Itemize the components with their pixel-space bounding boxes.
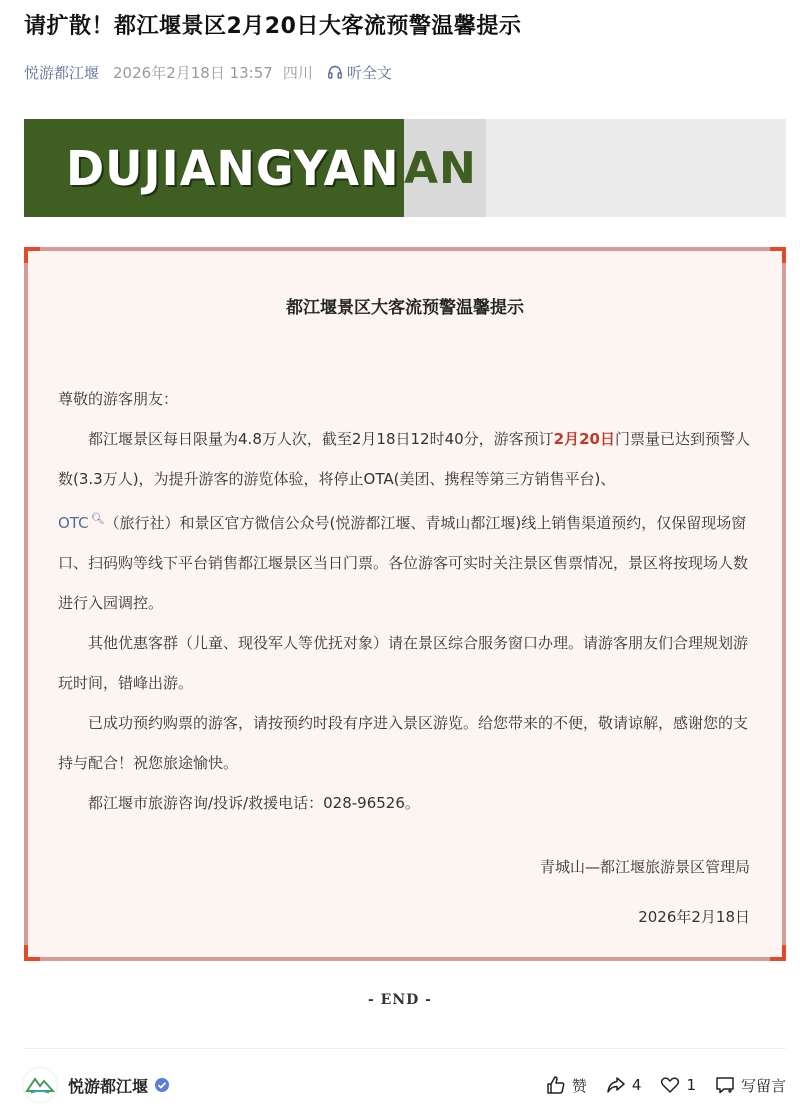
notice-body <box>58 379 754 823</box>
notice-greeting: 尊敬的游客朋友： <box>58 390 179 408</box>
mountain-logo-icon <box>25 1073 55 1097</box>
share-count: 4 <box>631 1076 642 1094</box>
highlight-date: 2月20日 <box>553 430 615 448</box>
footer-account-name[interactable]: 悦游都江堰 <box>68 1076 149 1096</box>
recommend-button[interactable] <box>659 1074 696 1096</box>
corner-decoration <box>770 945 786 961</box>
otc-label: OTC <box>58 514 89 532</box>
p1-text-a: 都江堰景区每日限量为4.8万人次，截至2月18日12时40分，游客预订 <box>88 430 554 448</box>
banner-logo-text: DUJIANGYAN <box>66 139 400 197</box>
article-meta <box>24 60 392 84</box>
p1-text-b: 门票量已达到预警人数(3.3万人)，为提升游客的游览体验，将停止OTA(美团、携程等第三方销售平台)、 <box>58 430 750 488</box>
corner-decoration <box>770 247 786 263</box>
listen-label: 听全文 <box>346 63 392 82</box>
notice-paragraph-1 <box>58 419 754 623</box>
end-marker: - END - <box>368 992 432 1008</box>
avatar[interactable] <box>22 1067 58 1103</box>
signature-date: 2026年2月18日 <box>638 908 750 926</box>
article-title: 请扩散！都江堰景区2月20日大客流预警温馨提示 <box>24 14 522 39</box>
verified-icon <box>154 1077 170 1093</box>
notice-paragraph-2: 其他优惠客群（儿童、现役军人等优抚对象）请在景区综合服务窗口办理。请游客朋友们合理规划游玩时间，错峰出游。 <box>58 634 749 692</box>
notice-title: 都江堰景区大客流预警温馨提示 <box>286 298 524 318</box>
account-link[interactable]: 悦游都江堰 <box>24 63 100 82</box>
otc-search-link[interactable] <box>58 514 105 532</box>
headphones-icon <box>327 64 343 80</box>
footer-actions <box>527 1074 786 1096</box>
footer-bar <box>22 1063 786 1107</box>
search-icon: 🔍︎ <box>90 512 105 525</box>
corner-decoration <box>24 945 40 961</box>
corner-decoration <box>24 247 40 263</box>
publish-datetime: 2026年2月18日 13:57 <box>113 63 273 82</box>
notice-card <box>24 247 786 961</box>
p1-text-c: （旅行社）和景区官方微信公众号(悦游都江堰、青城山都江堰)线上销售渠道预约，仅保留现场窗口、扫码购等线下平台销售都江堰景区当日门票。各位游客可实时关注景区售票情况，景区将按现场人数进行入园调控。 <box>58 514 749 612</box>
comment-icon <box>714 1074 736 1096</box>
banner-ghost-text: AN <box>404 143 477 194</box>
thumbs-up-icon <box>545 1074 567 1096</box>
publish-location: 四川 <box>282 63 313 82</box>
comment-label: 写留言 <box>740 1076 786 1095</box>
footer-divider <box>24 1048 786 1049</box>
notice-paragraph-3: 已成功预约购票的游客，请按预约时段有序进入景区游览。给您带来的不便，敬请谅解，感谢您的支持与配合！祝您旅途愉快。 <box>58 714 749 772</box>
notice-paragraph-4: 都江堰市旅游咨询/投诉/救援电话：028-96526。 <box>88 794 420 812</box>
heart-count: 1 <box>686 1076 696 1094</box>
listen-button[interactable] <box>327 62 392 83</box>
notice-signature <box>540 847 750 937</box>
like-label: 赞 <box>571 1076 587 1095</box>
signature-org: 青城山—都江堰旅游景区管理局 <box>539 858 750 876</box>
banner-image <box>24 119 786 217</box>
share-button[interactable] <box>605 1074 642 1096</box>
heart-icon <box>659 1074 681 1096</box>
share-icon <box>605 1074 627 1096</box>
like-button[interactable] <box>545 1074 587 1096</box>
comment-button[interactable] <box>714 1074 786 1096</box>
